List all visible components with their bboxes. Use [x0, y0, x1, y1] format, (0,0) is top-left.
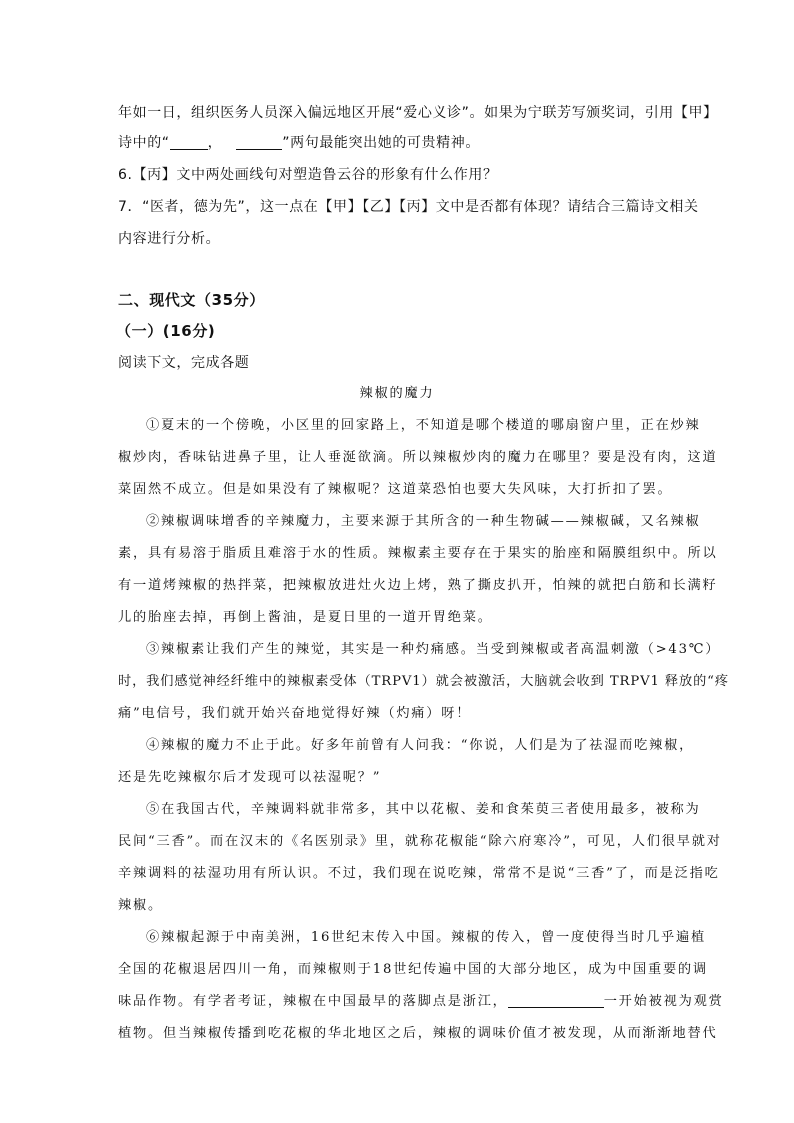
article-line: ②辣椒调味增香的辛辣魔力，主要来源于其所含的一种生物碱——辣椒碱，又名辣椒 [146, 514, 701, 529]
reading-instruction: 阅读下文，完成各题 [118, 355, 250, 371]
article-line: 辣椒。 [118, 898, 163, 913]
article-line: 时，我们感觉神经纤维中的辣椒素受体（TRPV1）就会被激活，大脑就会收到 TRPV1 释放的“疼 [118, 674, 729, 689]
article-line: 还是先吃辣椒尔后才发现可以祛湿呢？” [118, 770, 382, 785]
question-5-text-c: ”两句最能突出她的可贵精神。 [282, 135, 480, 151]
article-line: ③辣椒素让我们产生的辣觉，其实是一种灼痛感。当受到辣椒或者高温刺激（>43℃） [146, 642, 721, 657]
article-line: 痛”电信号，我们就开始兴奋地觉得好辣（灼痛）呀！ [118, 706, 472, 721]
article-line: 菜固然不成立。但是如果没有了辣椒呢？这道菜恐怕也要大失风味，大打折扣了罢。 [118, 482, 673, 497]
article-line: ①夏末的一个傍晚，小区里的回家路上，不知道是哪个楼道的哪扇窗户里，正在炒辣 [146, 418, 701, 433]
question-5-text-a: 诗中的“ [118, 135, 170, 151]
article-line: 辛辣调料的祛湿功用有所认识。不过，我们现在说吃辣，常常不是说“三香”了，而是泛指吃 [118, 866, 720, 881]
answer-blank-1[interactable] [170, 149, 208, 150]
article-line: 全国的花椒退居四川一角，而辣椒则于18世纪传遍中国的大部分地区，成为中国重要的调 [118, 962, 708, 977]
question-5-line-1: 年如一日，组织医务人员深入偏远地区开展“爱心义诊”。如果为宁联芳写颁奖词，引用【甲】 [118, 105, 718, 121]
question-5-text-b: ， [207, 135, 223, 151]
question-7-line-1: 7．“医者，德为先”，这一点在【甲】【乙】【丙】文中是否都有体现？请结合三篇诗文相关 [118, 199, 699, 215]
article-line: 儿的胎座去掉，再倒上酱油，是夏日里的一道开胃绝菜。 [118, 610, 493, 625]
question-6: 6.【丙】文中两处画线句对塑造鲁云谷的形象有什么作用？ [118, 167, 498, 183]
article-line: 素，具有易溶于脂质且难溶于水的性质。辣椒素主要存在于果实的胎座和隔膜组织中。所以 [118, 546, 718, 561]
article-line: 植物。但当辣椒传播到吃花椒的华北地区之后，辣椒的调味价值才被发现，从而渐渐地替代 [118, 1026, 718, 1041]
article-line-with-blank [118, 992, 724, 1012]
section-subtitle: （一）(16分) [116, 322, 216, 340]
article-line: ④辣椒的魔力不止于此。好多年前曾有人问我：“你说，人们是为了祛湿而吃辣椒， [146, 738, 695, 753]
article-line: ⑥辣椒起源于中南美洲，16世纪末传入中国。辣椒的传入，曾一度使得当时几乎遍植 [146, 930, 706, 945]
article-title: 辣椒的魔力 [359, 386, 435, 401]
article-line: 民间“三香”。而在汉末的《名医别录》里，就称花椒能“除六府寒冷”，可见，人们很早就对 [118, 834, 722, 849]
article-line: 有一道烤辣椒的热拌菜，把辣椒放进灶火边上烤，熟了撕皮扒开，怕辣的就把白筋和长满籽 [118, 578, 718, 593]
answer-blank-3[interactable] [508, 1007, 604, 1008]
article-line: ⑤在我国古代，辛辣调料就非常多，其中以花椒、姜和食茱萸三者使用最多，被称为 [146, 802, 701, 817]
section-title: 二、现代文（35分） [118, 291, 265, 309]
article-text: 味品作物。有学者考证，辣椒在中国最早的落脚点是浙江， [118, 994, 508, 1009]
article-line: 椒炒肉，香味钻进鼻子里，让人垂涎欲滴。所以辣椒炒肉的魔力在哪里？要是没有肉，这道 [118, 450, 718, 465]
article-text: 一开始被视为观赏 [603, 994, 724, 1009]
question-5-line-2 [118, 133, 480, 153]
answer-blank-2[interactable] [236, 149, 282, 150]
question-7-line-2: 内容进行分析。 [118, 231, 221, 247]
